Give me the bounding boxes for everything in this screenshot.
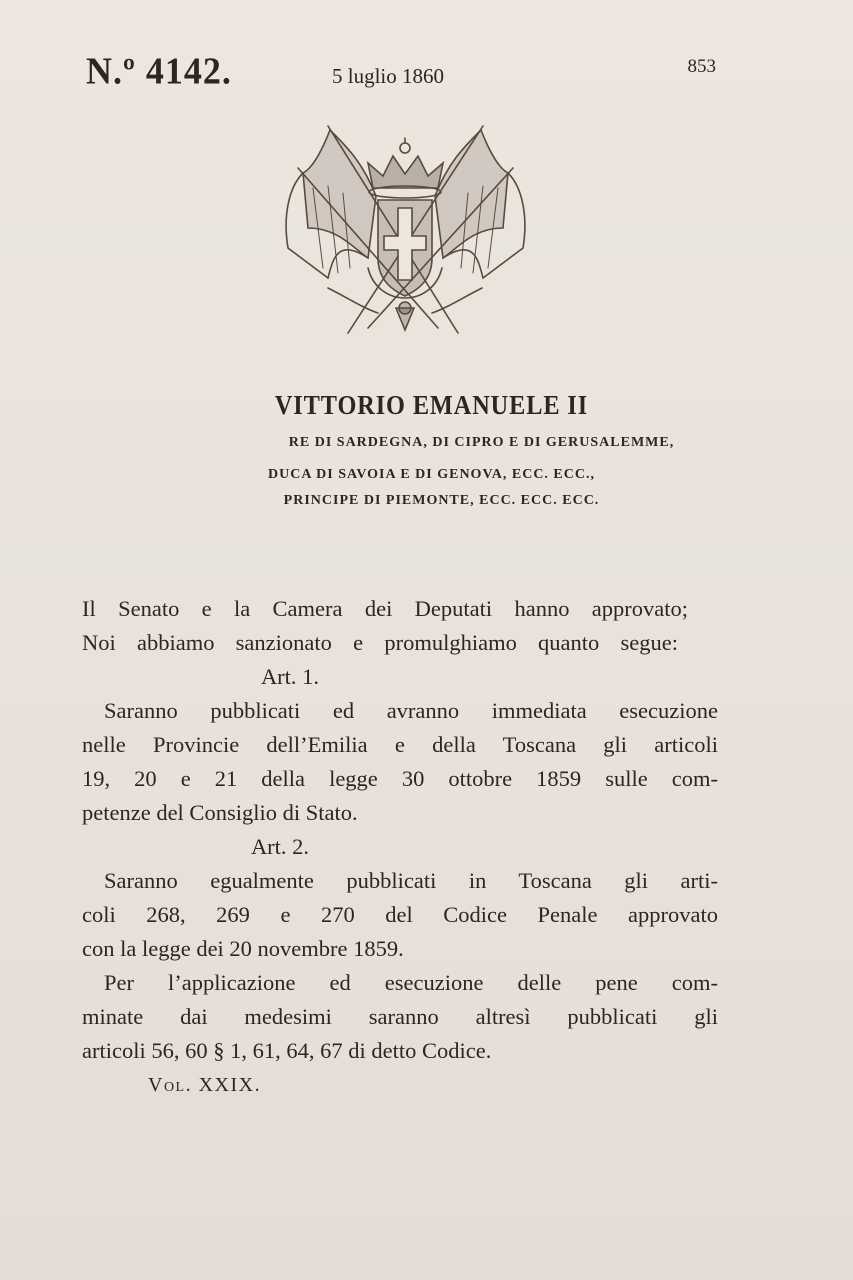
- page-header: [86, 50, 716, 100]
- sovereign-title: DUCA DI SAVOIA E DI GENOVA, ECC. ECC.,: [268, 467, 595, 482]
- text-line: Saranno egualmente pubblicati in Toscana gli arti-: [104, 868, 718, 893]
- sovereign-title: PRINCIPE DI PIEMONTE, ECC. ECC. ECC.: [283, 493, 600, 508]
- text-line: coli 268, 269 e 270 del Codice Penale approvato: [82, 902, 718, 927]
- page-number: 853: [687, 56, 716, 77]
- text-line: minate dai medesimi saranno altresì pubblicati gli: [82, 1004, 718, 1029]
- text-line: Per l’applicazione ed esecuzione delle pene com-: [104, 970, 718, 995]
- text-line: con la legge dei 20 novembre 1859.: [82, 936, 404, 961]
- article-paragraph: [82, 966, 718, 1068]
- article-heading: Art. 2.: [250, 834, 310, 859]
- king-name: VITTORIO EMANUELE II: [274, 390, 589, 420]
- law-body: [82, 592, 718, 1068]
- article-paragraph: [82, 864, 718, 966]
- article-heading: Art. 1.: [260, 664, 320, 689]
- law-date: 5 luglio 1860: [332, 64, 445, 88]
- text-line: articoli 56, 60 § 1, 61, 64, 67 di detto Codice.: [82, 1038, 492, 1063]
- text-line: 19, 20 e 21 della legge 30 ottobre 1859 sulle com-: [82, 766, 718, 791]
- sovereign-title: RE DI SARDEGNA, DI CIPRO E DI GERUSALEMME,: [288, 435, 675, 450]
- text-line: nelle Provincie dell’Emilia e della Toscana gli articoli: [82, 732, 718, 757]
- article-paragraph: [82, 694, 718, 830]
- sovereign-block: [0, 390, 853, 509]
- volume-label: Vol. XXIX.: [148, 1074, 262, 1096]
- preamble-line: Il Senato e la Camera dei Deputati hanno approvato;: [82, 596, 688, 621]
- coat-of-arms-icon: [268, 108, 538, 348]
- text-line: petenze del Consiglio di Stato.: [82, 800, 358, 825]
- preamble-line: Noi abbiamo sanzionato e promulghiamo quanto segue:: [82, 630, 678, 655]
- text-line: Saranno pubblicati ed avranno immediata esecuzione: [104, 698, 718, 723]
- law-number: N.º 4142.: [86, 50, 232, 92]
